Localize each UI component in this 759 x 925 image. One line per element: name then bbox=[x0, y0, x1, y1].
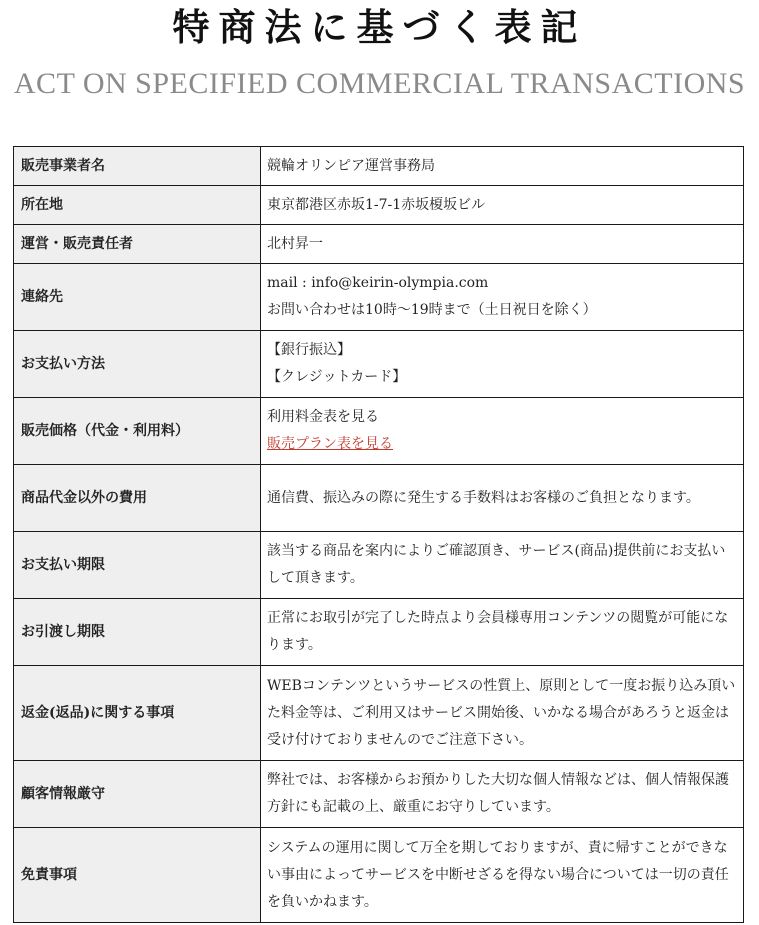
table-row bbox=[14, 398, 744, 465]
row-label-payment-method: お支払い方法 bbox=[14, 331, 261, 398]
row-label-refund: 返金(返品)に関する事項 bbox=[14, 666, 261, 761]
row-value-payment-deadline bbox=[261, 532, 744, 599]
row-value-refund bbox=[261, 666, 744, 761]
row-label-seller: 販売事業者名 bbox=[14, 147, 261, 186]
row-label-privacy: 顧客情報厳守 bbox=[14, 761, 261, 828]
address-text: 東京都港区赤坂1-7-1赤坂榎坂ビル bbox=[267, 196, 486, 213]
table-row bbox=[14, 828, 744, 923]
row-label-delivery: お引渡し期限 bbox=[14, 599, 261, 666]
table-row bbox=[14, 331, 744, 398]
row-value-delivery bbox=[261, 599, 744, 666]
refund-text: WEBコンテンツというサービスの性質上、原則として一度お振り込み頂いた料金等は、ご利用又はサービス開始後、いかなる場合があろうと返金は受け付けておりませんのでご注意下さい。 bbox=[267, 677, 736, 748]
disclaimer-text: システムの運用に関して万全を期しておりますが、責に帰すことができない事由によってサービスを中断せざるを得ない場合については一切の責任を負いかねます。 bbox=[267, 839, 729, 910]
row-label-disclaimer: 免責事項 bbox=[14, 828, 261, 923]
page-title-en: ACT ON SPECIFIED COMMERCIAL TRANSACTIONS bbox=[13, 67, 746, 100]
table-row bbox=[14, 761, 744, 828]
manager-name: 北村昇一 bbox=[267, 235, 323, 252]
row-label-payment-deadline: お支払い期限 bbox=[14, 532, 261, 599]
delivery-text: 正常にお取引が完了した時点より会員様専用コンテンツの閲覧が可能になります。 bbox=[267, 610, 729, 653]
row-value-address bbox=[261, 186, 744, 225]
row-label-price: 販売価格（代金・利用料） bbox=[14, 398, 261, 465]
payment-method-card: 【クレジットカード】 bbox=[267, 369, 407, 385]
page-title-ja: 特商法に基づく表記 bbox=[172, 5, 587, 49]
sales-plan-link[interactable]: 販売プラン表を見る bbox=[267, 436, 393, 452]
table-row bbox=[14, 186, 744, 225]
row-value-manager bbox=[261, 225, 744, 264]
contact-hours: お問い合わせは10時～19時まで（土日祝日を除く） bbox=[267, 302, 597, 318]
row-value-extra-costs bbox=[261, 465, 744, 532]
contact-email: mail : info@keirin-olympia.com bbox=[267, 275, 489, 291]
row-label-manager: 運営・販売責任者 bbox=[14, 225, 261, 264]
row-value-privacy bbox=[261, 761, 744, 828]
table-row bbox=[14, 264, 744, 331]
seller-name: 競輪オリンピア運営事務局 bbox=[267, 157, 435, 174]
privacy-text: 弊社では、お客様からお預かりした大切な個人情報などは、個人情報保護方針にも記載の上、厳重にお守りしています。 bbox=[267, 772, 729, 815]
row-value-disclaimer bbox=[261, 828, 744, 923]
price-table-text: 利用料金表を見る bbox=[267, 409, 379, 425]
row-value-seller bbox=[261, 147, 744, 186]
commercial-transactions-table bbox=[13, 146, 744, 923]
table-row bbox=[14, 532, 744, 599]
table-row bbox=[14, 147, 744, 186]
row-value-price bbox=[261, 398, 744, 465]
table-row bbox=[14, 666, 744, 761]
row-label-extra-costs: 商品代金以外の費用 bbox=[14, 465, 261, 532]
row-value-contact bbox=[261, 264, 744, 331]
table-row bbox=[14, 599, 744, 666]
row-value-payment-method bbox=[261, 331, 744, 398]
row-label-address: 所在地 bbox=[14, 186, 261, 225]
payment-deadline-text: 該当する商品を案内によりご確認頂き、サービス(商品)提供前にお支払いして頂きます。 bbox=[267, 543, 726, 586]
table-row bbox=[14, 465, 744, 532]
extra-costs-text: 通信費、振込みの際に発生する手数料はお客様のご負担となります。 bbox=[267, 489, 700, 506]
payment-method-bank: 【銀行振込】 bbox=[267, 342, 351, 358]
table-row bbox=[14, 225, 744, 264]
row-label-contact: 連絡先 bbox=[14, 264, 261, 331]
